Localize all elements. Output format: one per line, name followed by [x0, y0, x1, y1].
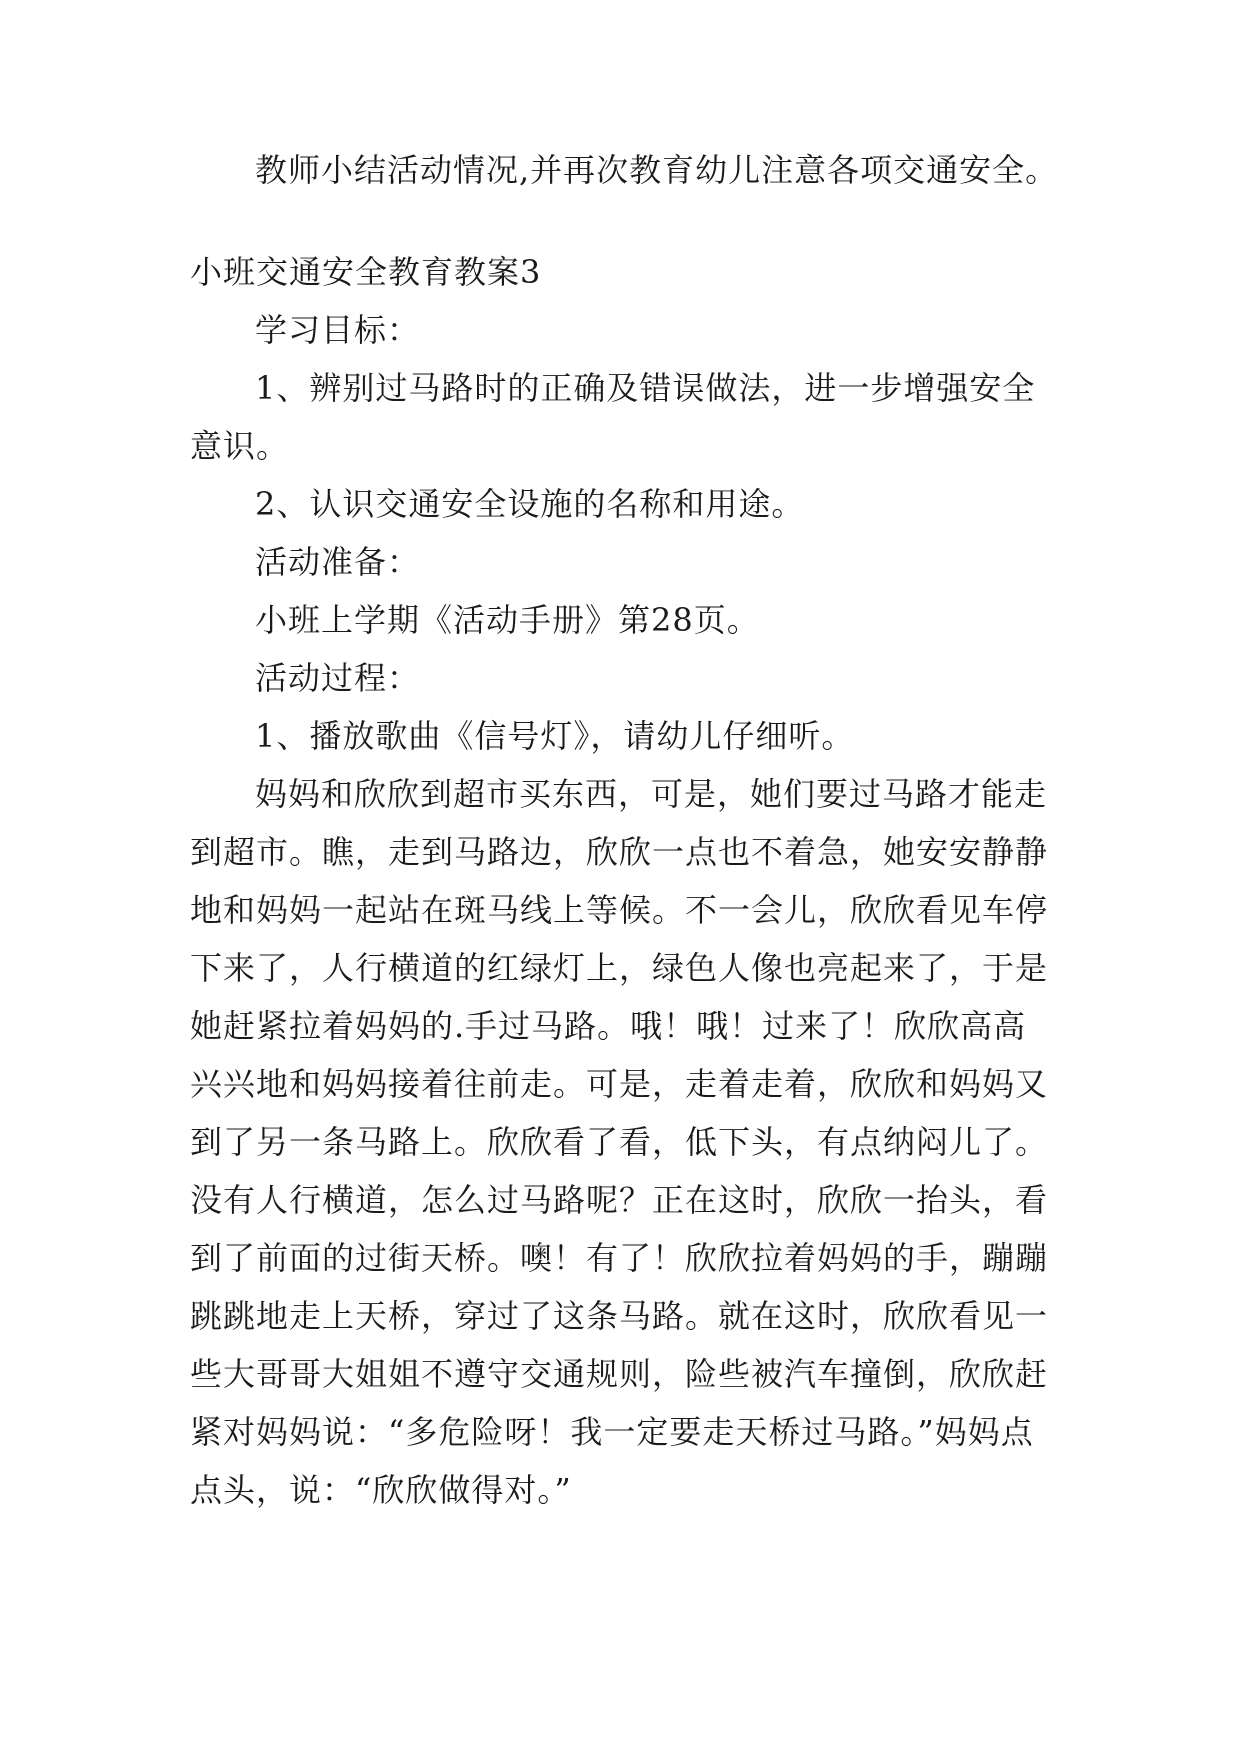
- story-line-4: 下来了，人行横道的红绿灯上，绿色人像也亮起来了，于是: [190, 949, 1049, 987]
- goal-2: 2、认识交通安全设施的名称和用途。: [255, 485, 805, 523]
- story-line-2: 到超市。瞧，走到马路边，欣欣一点也不着急，她安安静静: [190, 833, 1049, 871]
- section-heading: 小班交通安全教育教案3: [190, 253, 542, 291]
- process-step-1: 1、播放歌曲《信号灯》，请幼儿仔细听。: [255, 717, 855, 755]
- preparation-label: 活动准备：: [255, 543, 421, 581]
- story-line-10: 跳跳地走上天桥，穿过了这条马路。就在这时，欣欣看见一: [190, 1297, 1049, 1335]
- story-line-9: 到了前面的过街天桥。噢！有了！欣欣拉着妈妈的手，蹦蹦: [190, 1239, 1049, 1277]
- summary-paragraph: 教师小结活动情况,并再次教育幼儿注意各项交通安全。: [255, 151, 1059, 189]
- story-line-7: 到了另一条马路上。欣欣看了看，低下头，有点纳闷儿了。: [190, 1123, 1049, 1161]
- story-line-12: 紧对妈妈说：“多危险呀！我一定要走天桥过马路。”妈妈点: [190, 1413, 1034, 1451]
- preparation-text: 小班上学期《活动手册》第28页。: [255, 601, 760, 639]
- story-line-8: 没有人行横道，怎么过马路呢？正在这时，欣欣一抬头，看: [190, 1181, 1049, 1219]
- goal-1-line-2: 意识。: [190, 427, 290, 465]
- story-line-3: 地和妈妈一起站在斑马线上等候。不一会儿，欣欣看见车停: [190, 891, 1049, 929]
- story-line-11: 些大哥哥大姐姐不遵守交通规则，险些被汽车撞倒，欣欣赶: [190, 1355, 1049, 1393]
- process-label: 活动过程：: [255, 659, 421, 697]
- story-line-13: 点头，说：“欣欣做得对。”: [190, 1471, 572, 1509]
- story-line-5: 她赶紧拉着妈妈的.手过马路。哦！哦！过来了！欣欣高高: [190, 1007, 1027, 1045]
- goal-1-line-1: 1、辨别过马路时的正确及错误做法，进一步增强安全: [255, 369, 1036, 407]
- story-line-1: 妈妈和欣欣到超市买东西，可是，她们要过马路才能走: [255, 775, 1048, 813]
- learning-goals-label: 学习目标：: [255, 311, 421, 349]
- story-line-6: 兴兴地和妈妈接着往前走。可是，走着走着，欣欣和妈妈又: [190, 1065, 1049, 1103]
